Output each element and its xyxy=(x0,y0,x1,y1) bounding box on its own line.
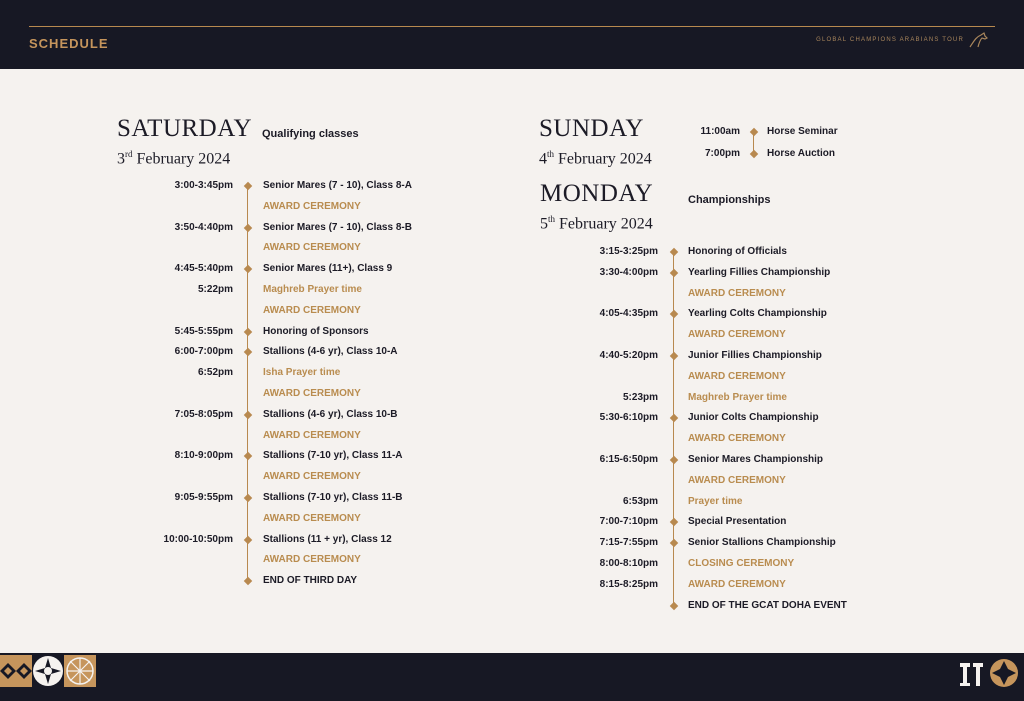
row-label: AWARD CEREMONY xyxy=(263,554,361,566)
row-label: Stallions (4-6 yr), Class 10-B xyxy=(263,408,398,420)
saturday-timeline xyxy=(247,185,248,581)
page-header xyxy=(0,0,1024,69)
gcat-logo-icon xyxy=(958,657,1020,689)
row-label: AWARD CEREMONY xyxy=(688,474,786,486)
timeline-marker xyxy=(244,494,252,502)
row-label: AWARD CEREMONY xyxy=(688,578,786,590)
row-time: 11:00am xyxy=(700,126,740,137)
row-label: Isha Prayer time xyxy=(263,367,341,379)
row-time: 4:45-5:40pm xyxy=(174,263,233,275)
row-label: AWARD CEREMONY xyxy=(688,370,786,382)
row-label: AWARD CEREMONY xyxy=(263,304,361,316)
row-label: AWARD CEREMONY xyxy=(263,429,361,441)
sunday-name: SUNDAY xyxy=(539,115,644,142)
horse-head-icon xyxy=(968,31,988,49)
row-label: END OF THIRD DAY xyxy=(263,575,358,587)
row-label: Horse Seminar xyxy=(767,126,838,137)
row-label: Stallions (4-6 yr), Class 10-A xyxy=(263,346,398,358)
monday-heading xyxy=(540,181,653,234)
schedule-row xyxy=(0,200,361,214)
row-time: 4:05-4:35pm xyxy=(599,308,658,320)
row-label: Honoring of Sponsors xyxy=(263,325,369,337)
timeline-marker xyxy=(670,269,678,277)
saturday-subtitle: Qualifying classes xyxy=(262,128,359,140)
kilim-pattern-icon xyxy=(0,655,32,687)
saturday-name: SATURDAY xyxy=(117,115,253,142)
row-label: AWARD CEREMONY xyxy=(263,512,361,524)
monday-date: 5th February 2024 xyxy=(540,214,653,233)
timeline-marker xyxy=(244,348,252,356)
schedule-row xyxy=(0,599,847,613)
lattice-pattern-icon xyxy=(64,655,96,687)
saturday-date: 3rd February 2024 xyxy=(117,149,231,168)
timeline-marker xyxy=(670,456,678,464)
row-label: Stallions (11 + yr), Class 12 xyxy=(263,533,392,545)
timeline-marker xyxy=(670,601,678,609)
row-label: CLOSING CEREMONY xyxy=(688,558,795,569)
row-time: 8:00-8:10pm xyxy=(599,558,658,569)
row-time: 6:15-6:50pm xyxy=(599,454,658,465)
row-time: 3:50-4:40pm xyxy=(174,221,233,233)
timeline-marker xyxy=(244,265,252,273)
row-label: Senior Stallions Championship xyxy=(688,537,836,549)
row-time: 9:05-9:55pm xyxy=(174,492,233,503)
row-time: 5:22pm xyxy=(197,284,233,295)
timeline-marker xyxy=(244,223,252,231)
schedule-row xyxy=(0,221,412,235)
timeline-marker xyxy=(670,414,678,422)
row-label: Horse Auction xyxy=(767,147,835,159)
row-time: 7:05-8:05pm xyxy=(174,408,233,420)
sunday-heading xyxy=(539,116,652,169)
timeline-marker xyxy=(750,149,758,157)
row-label: Stallions (7-10 yr), Class 11-A xyxy=(263,450,403,462)
row-label: Prayer time xyxy=(688,495,743,507)
row-label: Yearling Colts Championship xyxy=(688,308,827,320)
sunday-date: 4th February 2024 xyxy=(539,149,652,168)
row-label: Senior Mares (7 - 10), Class 8-A xyxy=(263,180,412,191)
row-label: Junior Colts Championship xyxy=(688,412,819,424)
row-label: Maghreb Prayer time xyxy=(688,391,787,403)
timeline-marker xyxy=(670,310,678,318)
row-label: AWARD CEREMONY xyxy=(688,329,786,341)
row-label: Honoring of Officials xyxy=(688,246,787,257)
row-time: 7:00-7:10pm xyxy=(599,516,658,528)
row-label: AWARD CEREMONY xyxy=(263,242,361,254)
monday-timeline xyxy=(673,251,674,606)
row-label: Stallions (7-10 yr), Class 11-B xyxy=(263,492,403,503)
monday-subtitle: Championships xyxy=(688,194,771,206)
timeline-marker xyxy=(244,577,252,585)
row-label: Special Presentation xyxy=(688,516,787,528)
timeline-marker xyxy=(244,535,252,543)
saturday-heading xyxy=(117,116,252,169)
row-time: 7:15-7:55pm xyxy=(599,537,658,549)
page-footer xyxy=(0,653,1024,701)
row-time: 8:10-9:00pm xyxy=(174,450,233,462)
brand-text: GLOBAL CHAMPIONS ARABIANS TOUR xyxy=(816,37,964,43)
header-rule xyxy=(29,26,995,27)
row-time: 8:15-8:25pm xyxy=(599,578,658,590)
row-label: AWARD CEREMONY xyxy=(688,287,786,299)
timeline-marker xyxy=(670,518,678,526)
schedule-row xyxy=(0,432,786,446)
row-time: 5:23pm xyxy=(622,391,658,403)
schedule-row xyxy=(0,179,412,193)
row-time: 6:53pm xyxy=(622,495,658,507)
row-label: END OF THE GCAT DOHA EVENT xyxy=(688,599,847,611)
row-time: 3:30-4:00pm xyxy=(599,266,658,278)
timeline-marker xyxy=(244,452,252,460)
timeline-marker xyxy=(670,248,678,256)
timeline-marker xyxy=(244,327,252,335)
row-time: 6:00-7:00pm xyxy=(174,346,233,358)
timeline-marker xyxy=(670,539,678,547)
row-label: AWARD CEREMONY xyxy=(263,471,361,483)
row-label: AWARD CEREMONY xyxy=(263,200,361,212)
row-label: Maghreb Prayer time xyxy=(263,284,362,295)
row-label: Senior Mares Championship xyxy=(688,454,824,465)
row-label: Yearling Fillies Championship xyxy=(688,266,831,278)
row-time: 3:00-3:45pm xyxy=(174,180,233,191)
star-emblem-icon xyxy=(32,655,64,687)
row-label: Senior Mares (7 - 10), Class 8-B xyxy=(263,221,412,233)
row-time: 5:30-6:10pm xyxy=(599,412,658,424)
row-label: Senior Mares (11+), Class 9 xyxy=(263,263,393,275)
page-title: SCHEDULE xyxy=(29,36,109,51)
row-time: 10:00-10:50pm xyxy=(163,533,233,545)
row-time: 3:15-3:25pm xyxy=(599,246,658,257)
timeline-marker xyxy=(244,182,252,190)
row-time: 7:00pm xyxy=(704,147,740,159)
row-label: AWARD CEREMONY xyxy=(688,433,786,445)
timeline-marker xyxy=(750,128,758,136)
schedule-row xyxy=(0,474,786,488)
row-time: 5:45-5:55pm xyxy=(174,325,233,337)
row-label: AWARD CEREMONY xyxy=(263,388,361,399)
timeline-marker xyxy=(244,411,252,419)
row-time: 6:52pm xyxy=(197,367,233,379)
row-time: 4:40-5:20pm xyxy=(599,350,658,361)
monday-name: MONDAY xyxy=(540,180,654,207)
timeline-marker xyxy=(670,352,678,360)
row-label: Junior Fillies Championship xyxy=(688,350,822,361)
